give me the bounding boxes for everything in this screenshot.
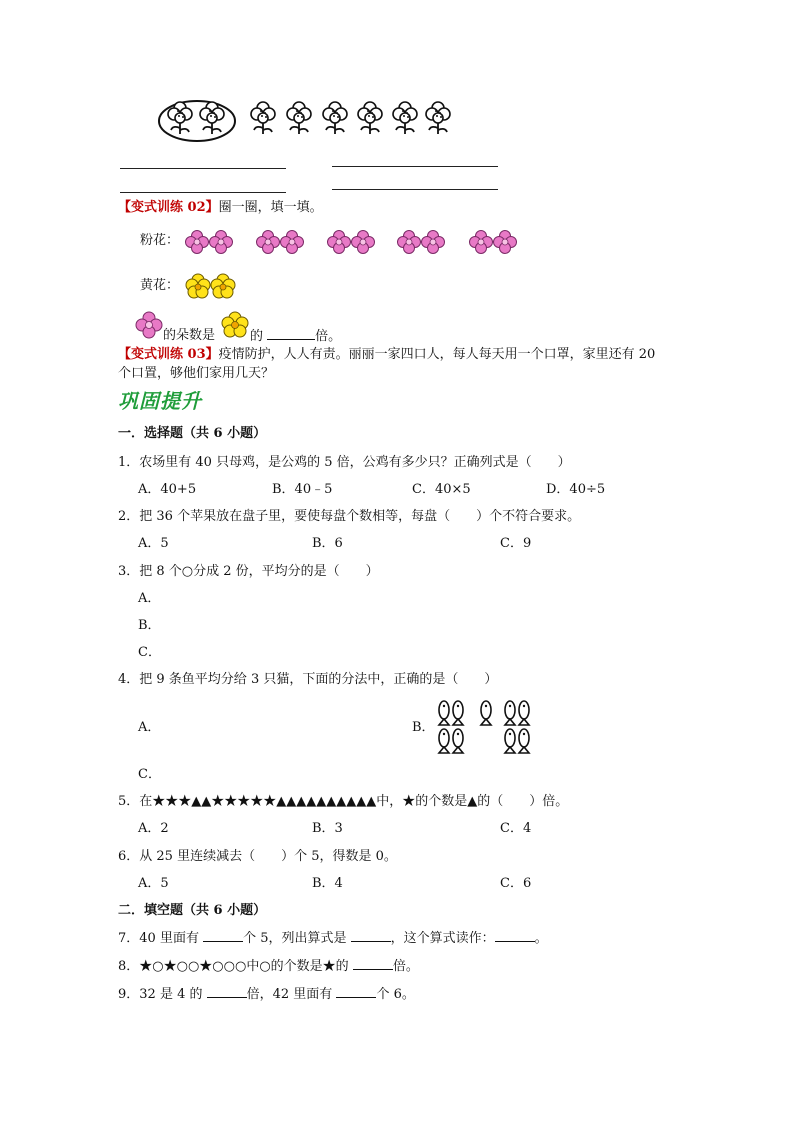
q8-a: 8．★○★○○★○○○中○的个数是★的 — [118, 959, 349, 974]
q6-text: 6．从 25 里连续减去（ ）个 5，得数是 0。 — [118, 849, 397, 864]
q3-option-a[interactable]: A． — [138, 591, 161, 606]
q8-line — [118, 958, 419, 975]
yellow-label: 黄花： — [140, 278, 180, 293]
pink-flower-icon — [257, 231, 280, 254]
q9-b: 倍，42 里面有 — [246, 987, 333, 1002]
q2-option-b[interactable]: B．6 — [312, 536, 343, 551]
fish-icon — [439, 729, 449, 753]
flower-icon — [358, 102, 382, 134]
q8-b: 倍。 — [392, 959, 419, 974]
q3-text: 3．把 8 个○分成 2 份，平均分的是（ ） — [118, 564, 379, 579]
answer-blank[interactable] — [495, 930, 535, 942]
q1-option-c[interactable]: C．40×5 — [412, 482, 471, 497]
q4-option-a[interactable]: A． — [138, 720, 161, 735]
q5-option-b[interactable]: B．3 — [312, 821, 343, 836]
q7-c: ，这个算式读作： — [390, 931, 495, 946]
bianshi03-line1 — [118, 347, 655, 363]
flower-icon — [287, 102, 311, 134]
top-flower-figure — [118, 92, 498, 202]
fish-icon — [453, 729, 463, 753]
bianshi02-tag: 【变式训练 02】 — [118, 200, 219, 215]
flower-circle — [159, 101, 235, 141]
pink-label: 粉花： — [140, 233, 180, 248]
bianshi03-tag: 【变式训练 03】 — [118, 347, 219, 362]
q3-option-b[interactable]: B． — [138, 618, 161, 633]
pink-flower-icon — [398, 231, 421, 254]
fish-icon — [453, 701, 463, 725]
q9-c: 个 6。 — [376, 987, 415, 1002]
q2-option-c[interactable]: C．9 — [500, 536, 532, 551]
pink-flower-icon — [186, 231, 209, 254]
q1-option-d[interactable]: D．40÷5 — [546, 482, 606, 497]
answer-line[interactable] — [120, 168, 286, 169]
pink-flower-icon — [470, 231, 493, 254]
q9-a: 9．32 是 4 的 — [118, 987, 203, 1002]
pink-flowers — [183, 226, 523, 258]
yellow-flowers — [183, 270, 243, 302]
q1-text: 1．农场里有 40 只母鸡，是公鸡的 5 倍，公鸡有多少只？正确列式是（ ） — [118, 455, 571, 470]
fish-icon — [505, 701, 515, 725]
yellow-flower-icon — [211, 274, 235, 298]
part1-header: 一．选择题（共 6 小题） — [118, 426, 267, 441]
pink-flower-icon — [494, 231, 517, 254]
flower-icon — [393, 102, 417, 134]
q7-d: 。 — [534, 931, 548, 946]
pink-flower-small — [134, 310, 164, 340]
answer-blank[interactable] — [267, 328, 315, 340]
yellow-flower-svg — [183, 270, 243, 302]
bianshi02-text: 圈一圈，填一填。 — [218, 200, 323, 215]
yellow-flower-small — [220, 310, 250, 340]
answer-blank[interactable] — [351, 930, 391, 942]
q4-option-c[interactable]: C． — [138, 767, 161, 782]
q6-option-c[interactable]: C．6 — [500, 876, 532, 891]
bianshi02-line — [118, 200, 323, 216]
fish-icon — [439, 701, 449, 725]
flower-icon — [200, 102, 224, 134]
q2-text: 2．把 36 个苹果放在盘子里，要使每盘个数相等，每盘（ ）个不符合要求。 — [118, 509, 581, 524]
flower-icon — [251, 102, 275, 134]
fish-icon — [505, 729, 515, 753]
flower-icon — [323, 102, 347, 134]
yellow-flower-icon — [220, 310, 250, 340]
q5-option-a[interactable]: A．2 — [138, 821, 169, 836]
answer-blank[interactable] — [336, 986, 376, 998]
q7-a: 7．40 里面有 — [118, 931, 199, 946]
bianshi02-question-part1: 的朵数是 — [163, 328, 216, 343]
bianshi02-de: 的 — [250, 329, 264, 344]
fish-figure-b — [436, 698, 536, 758]
answer-line[interactable] — [120, 192, 286, 193]
q5-option-c[interactable]: C．4 — [500, 821, 532, 836]
answer-blank[interactable] — [353, 958, 393, 970]
bianshi03-text1: 疫情防护，人人有责。丽丽一家四口人，每人每天用一个口罩，家里还有 20 — [218, 347, 656, 362]
answer-blank[interactable] — [207, 986, 247, 998]
fish-icon — [481, 701, 491, 725]
flower-row-svg — [118, 92, 498, 202]
q3-option-c[interactable]: C． — [138, 645, 161, 660]
section-title: 巩固提升 — [118, 389, 202, 413]
q7-b: 个 5，列出算式是 — [243, 931, 347, 946]
q4-option-b[interactable]: B． — [412, 720, 435, 735]
fish-icon-group — [436, 698, 536, 758]
q1-option-b[interactable]: B．40﹣5 — [272, 482, 333, 497]
answer-blank[interactable] — [203, 930, 243, 942]
pink-flower-icon — [281, 231, 304, 254]
flower-icon — [426, 102, 450, 134]
fish-icon — [519, 701, 529, 725]
answer-line[interactable] — [332, 166, 498, 167]
pink-flower-icon — [134, 310, 164, 340]
bianshi02-bei: 倍。 — [315, 329, 342, 344]
q4-text: 4．把 9 条鱼平均分给 3 只猫，下面的分法中，正确的是（ ） — [118, 672, 498, 687]
bianshi02-question-part2 — [250, 328, 341, 345]
q1-option-a[interactable]: A．40+5 — [138, 482, 197, 497]
q7-line — [118, 930, 548, 947]
answer-line[interactable] — [332, 189, 498, 190]
pink-flower-icon — [352, 231, 375, 254]
q5-text: 5．在★★★▲▲★★★★★▲▲▲▲▲▲▲▲▲▲中，★的个数是▲的（ ）倍。 — [118, 794, 569, 809]
pink-flower-svg — [183, 226, 523, 258]
q2-option-a[interactable]: A．5 — [138, 536, 169, 551]
pink-flower-icon — [210, 231, 233, 254]
yellow-flower-icon — [186, 274, 210, 298]
fish-icon — [519, 729, 529, 753]
bianshi03-line2: 个口置，够他们家用几天？ — [118, 366, 275, 381]
part2-header: 二．填空题（共 6 小题） — [118, 903, 267, 918]
q9-line — [118, 986, 415, 1003]
pink-flower-icon — [328, 231, 351, 254]
q6-option-a[interactable]: A．5 — [138, 876, 169, 891]
pink-flower-icon — [422, 231, 445, 254]
q6-option-b[interactable]: B．4 — [312, 876, 343, 891]
